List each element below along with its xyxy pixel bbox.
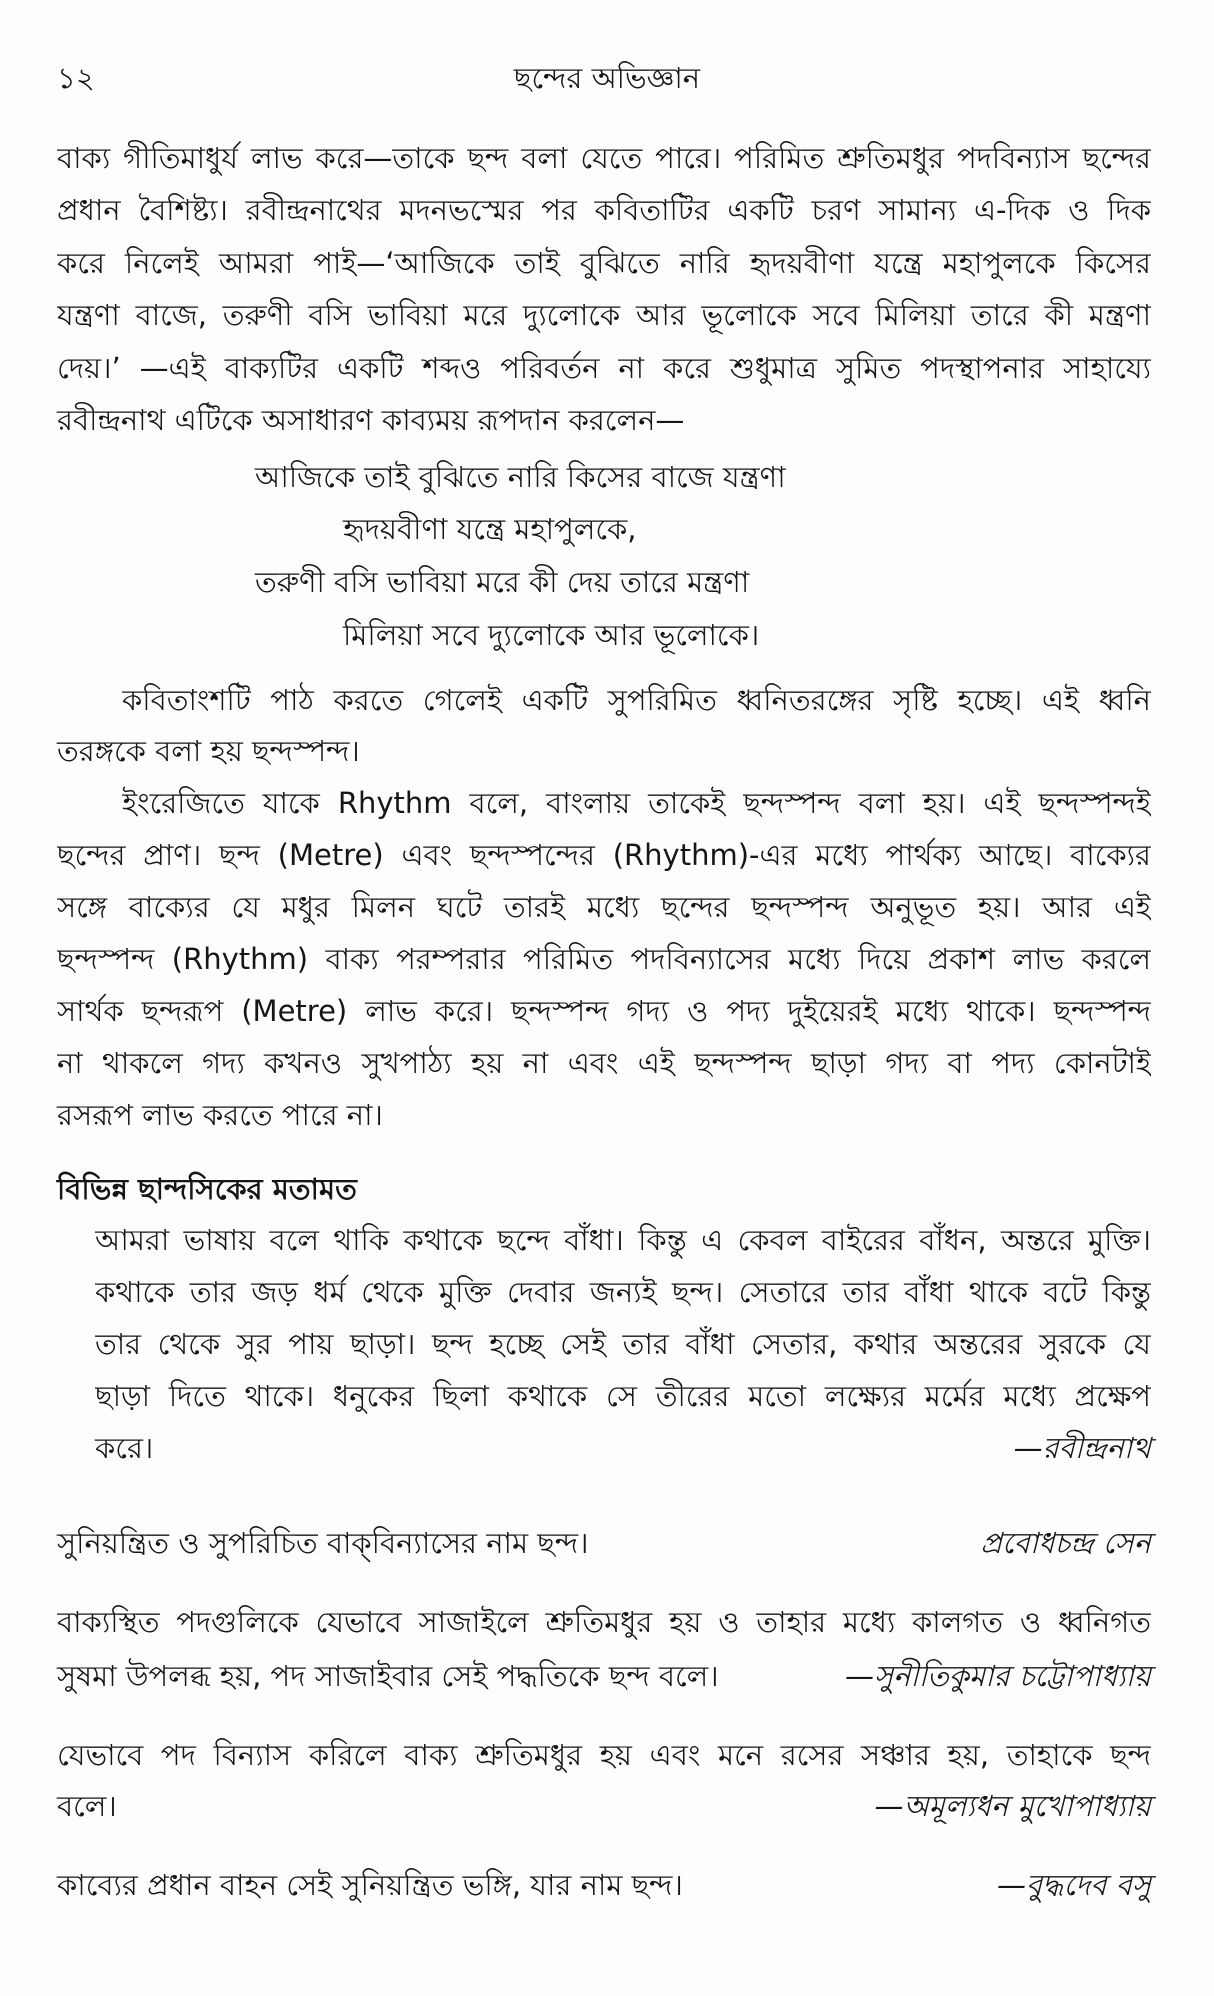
poem-line: মিলিয়া সবে দ্যুলোকে আর ভূলোকে। <box>343 618 760 652</box>
quote3-author: —সুনীতিকুমার চট্টোপাধ্যায় <box>844 1659 1151 1693</box>
para1-line: প্রধান বৈশিষ্ট্য। রবীন্দ্রনাথের মদনভস্মের পর কবিতাটির একটি চরণ সামান্য এ-দিক ও দিক <box>57 193 1151 227</box>
quote1-line: ছাড়া দিতে থাকে। ধনুকের ছিলা কথাকে সে তীরের মতো লক্ষ্যের মর্মের মধ্যে প্রক্ষেপ <box>95 1379 1151 1413</box>
quote3-line: সুষমা উপলব্ধ হয়, পদ সাজাইবার সেই পদ্ধতিকে ছন্দ বলে। <box>57 1659 719 1693</box>
para3-line: ইংরেজিতে যাকে Rhythm বলে, বাংলায় তাকেই ছন্দস্পন্দ বলা হয়। এই ছন্দস্পন্দই <box>122 786 1151 820</box>
para3-line: সার্থক ছন্দরূপ (Metre) লাভ করে। ছন্দস্পন্দ গদ্য ও পদ্য দুইয়েরই মধ্যে থাকে। ছন্দস্পন্দ <box>57 994 1151 1028</box>
poem-line: হৃদয়বীণা যন্ত্রে মহাপুলকে, <box>343 512 637 546</box>
para1-line: করে নিলেই আমরা পাই—‘আজিকে তাই বুঝিতে নারি হৃদয়বীণা যন্ত্রে মহাপুলকে কিসের <box>57 246 1151 280</box>
para1-line: বাক্য গীতিমাধুর্য লাভ করে—তাকে ছন্দ বলা যেতে পারে। পরিমিত শ্রুতিমধুর পদবিন্যাস ছন্দের <box>57 141 1151 175</box>
para1-line: যন্ত্রণা বাজে, তরুণী বসি ভাবিয়া মরে দ্যুলোকে আর ভূলোকে সবে মিলিয়া তারে কী মন্ত্রণা <box>57 298 1151 332</box>
quote3-line: বাক্যস্থিত পদগুলিকে যেভাবে সাজাইলে শ্রুতিমধুর হয় ও তাহার মধ্যে কালগত ও ধ্বনিগত <box>57 1605 1151 1639</box>
para3-line: সঙ্গে বাক্যের যে মধুর মিলন ঘটে তারই মধ্যে ছন্দের ছন্দস্পন্দ অনুভূত হয়। আর এই <box>57 890 1151 924</box>
page-number: ১২ <box>57 61 95 95</box>
quote5-line: কাব্যের প্রধান বাহন সেই সুনিয়ন্ত্রিত ভঙ্গি, যার নাম ছন্দ। <box>57 1868 683 1902</box>
para1-line: দেয়।’ —এই বাক্যটির একটি শব্দও পরিবর্তন না করে শুধুমাত্র সুমিত পদস্থাপনার সাহায্যে <box>57 351 1151 385</box>
quote2-author: প্রবোধচন্দ্র সেন <box>980 1526 1151 1560</box>
quote1-line: আমরা ভাষায় বলে থাকি কথাকে ছন্দে বাঁধা। কিন্তু এ কেবল বাইরের বাঁধন, অন্তরে মুক্তি। <box>95 1223 1151 1257</box>
para2-line: তরঙ্গকে বলা হয় ছন্দস্পন্দ। <box>57 734 360 768</box>
quote1-line: কথাকে তার জড় ধর্ম থেকে মুক্তি দেবার জন্যই ছন্দ। সেতারে তার বাঁধা থাকে বটে কিন্তু <box>95 1275 1151 1309</box>
para3-line: ছন্দস্পন্দ (Rhythm) বাক্য পরম্পরার পরিমিত পদবিন্যাসের মধ্যে দিয়ে প্রকাশ লাভ করলে <box>57 942 1151 976</box>
quote2-line: সুনিয়ন্ত্রিত ও সুপরিচিত বাক্‌বিন্যাসের নাম ছন্দ। <box>57 1526 589 1560</box>
quote5-author: —বুদ্ধদেব বসু <box>997 1868 1151 1902</box>
poem-line: তরুণী বসি ভাবিয়া মরে কী দেয় তারে মন্ত্রণা <box>255 565 750 599</box>
para3-line: না থাকলে গদ্য কখনও সুখপাঠ্য হয় না এবং এই ছন্দস্পন্দ ছাড়া গদ্য বা পদ্য কোনটাই <box>57 1046 1151 1080</box>
quote4-line: বলে। <box>57 1789 117 1823</box>
running-title: ছন্দের অভিজ্ঞান <box>513 61 701 95</box>
quote1-line: করে। <box>95 1431 154 1465</box>
poem-line: আজিকে তাই বুঝিতে নারি কিসের বাজে যন্ত্রণা <box>255 460 786 494</box>
quote4-line: যেভাবে পদ বিন্যাস করিলে বাক্য শ্রুতিমধুর হয় এবং মনে রসের সঞ্চার হয়, তাহাকে ছন্দ <box>57 1738 1151 1772</box>
section-heading: বিভিন্ন ছান্দসিকের মতামত <box>57 1172 357 1206</box>
para3-line: ছন্দের প্রাণ। ছন্দ (Metre) এবং ছন্দস্পন্দের (Rhythm)-এর মধ্যে পার্থক্য আছে। বাক্যের <box>57 838 1151 872</box>
para3-line: রসরূপ লাভ করতে পারে না। <box>57 1098 383 1132</box>
quote4-author: —অমূল্যধন মুখোপাধ্যায় <box>874 1789 1151 1823</box>
para2-line: কবিতাংশটি পাঠ করতে গেলেই একটি সুপরিমিত ধ্বনিতরঙ্গের সৃষ্টি হচ্ছে। এই ধ্বনি <box>122 683 1151 717</box>
quote1-line: তার থেকে সুর পায় ছাড়া। ছন্দ হচ্ছে সেই তার বাঁধা সেতার, কথার অন্তরের সুরকে যে <box>95 1327 1151 1361</box>
para1-line: রবীন্দ্রনাথ এটিকে অসাধারণ কাব্যময় রূপদান করলেন— <box>57 403 685 437</box>
quote1-author: —রবীন্দ্রনাথ <box>1013 1431 1151 1465</box>
